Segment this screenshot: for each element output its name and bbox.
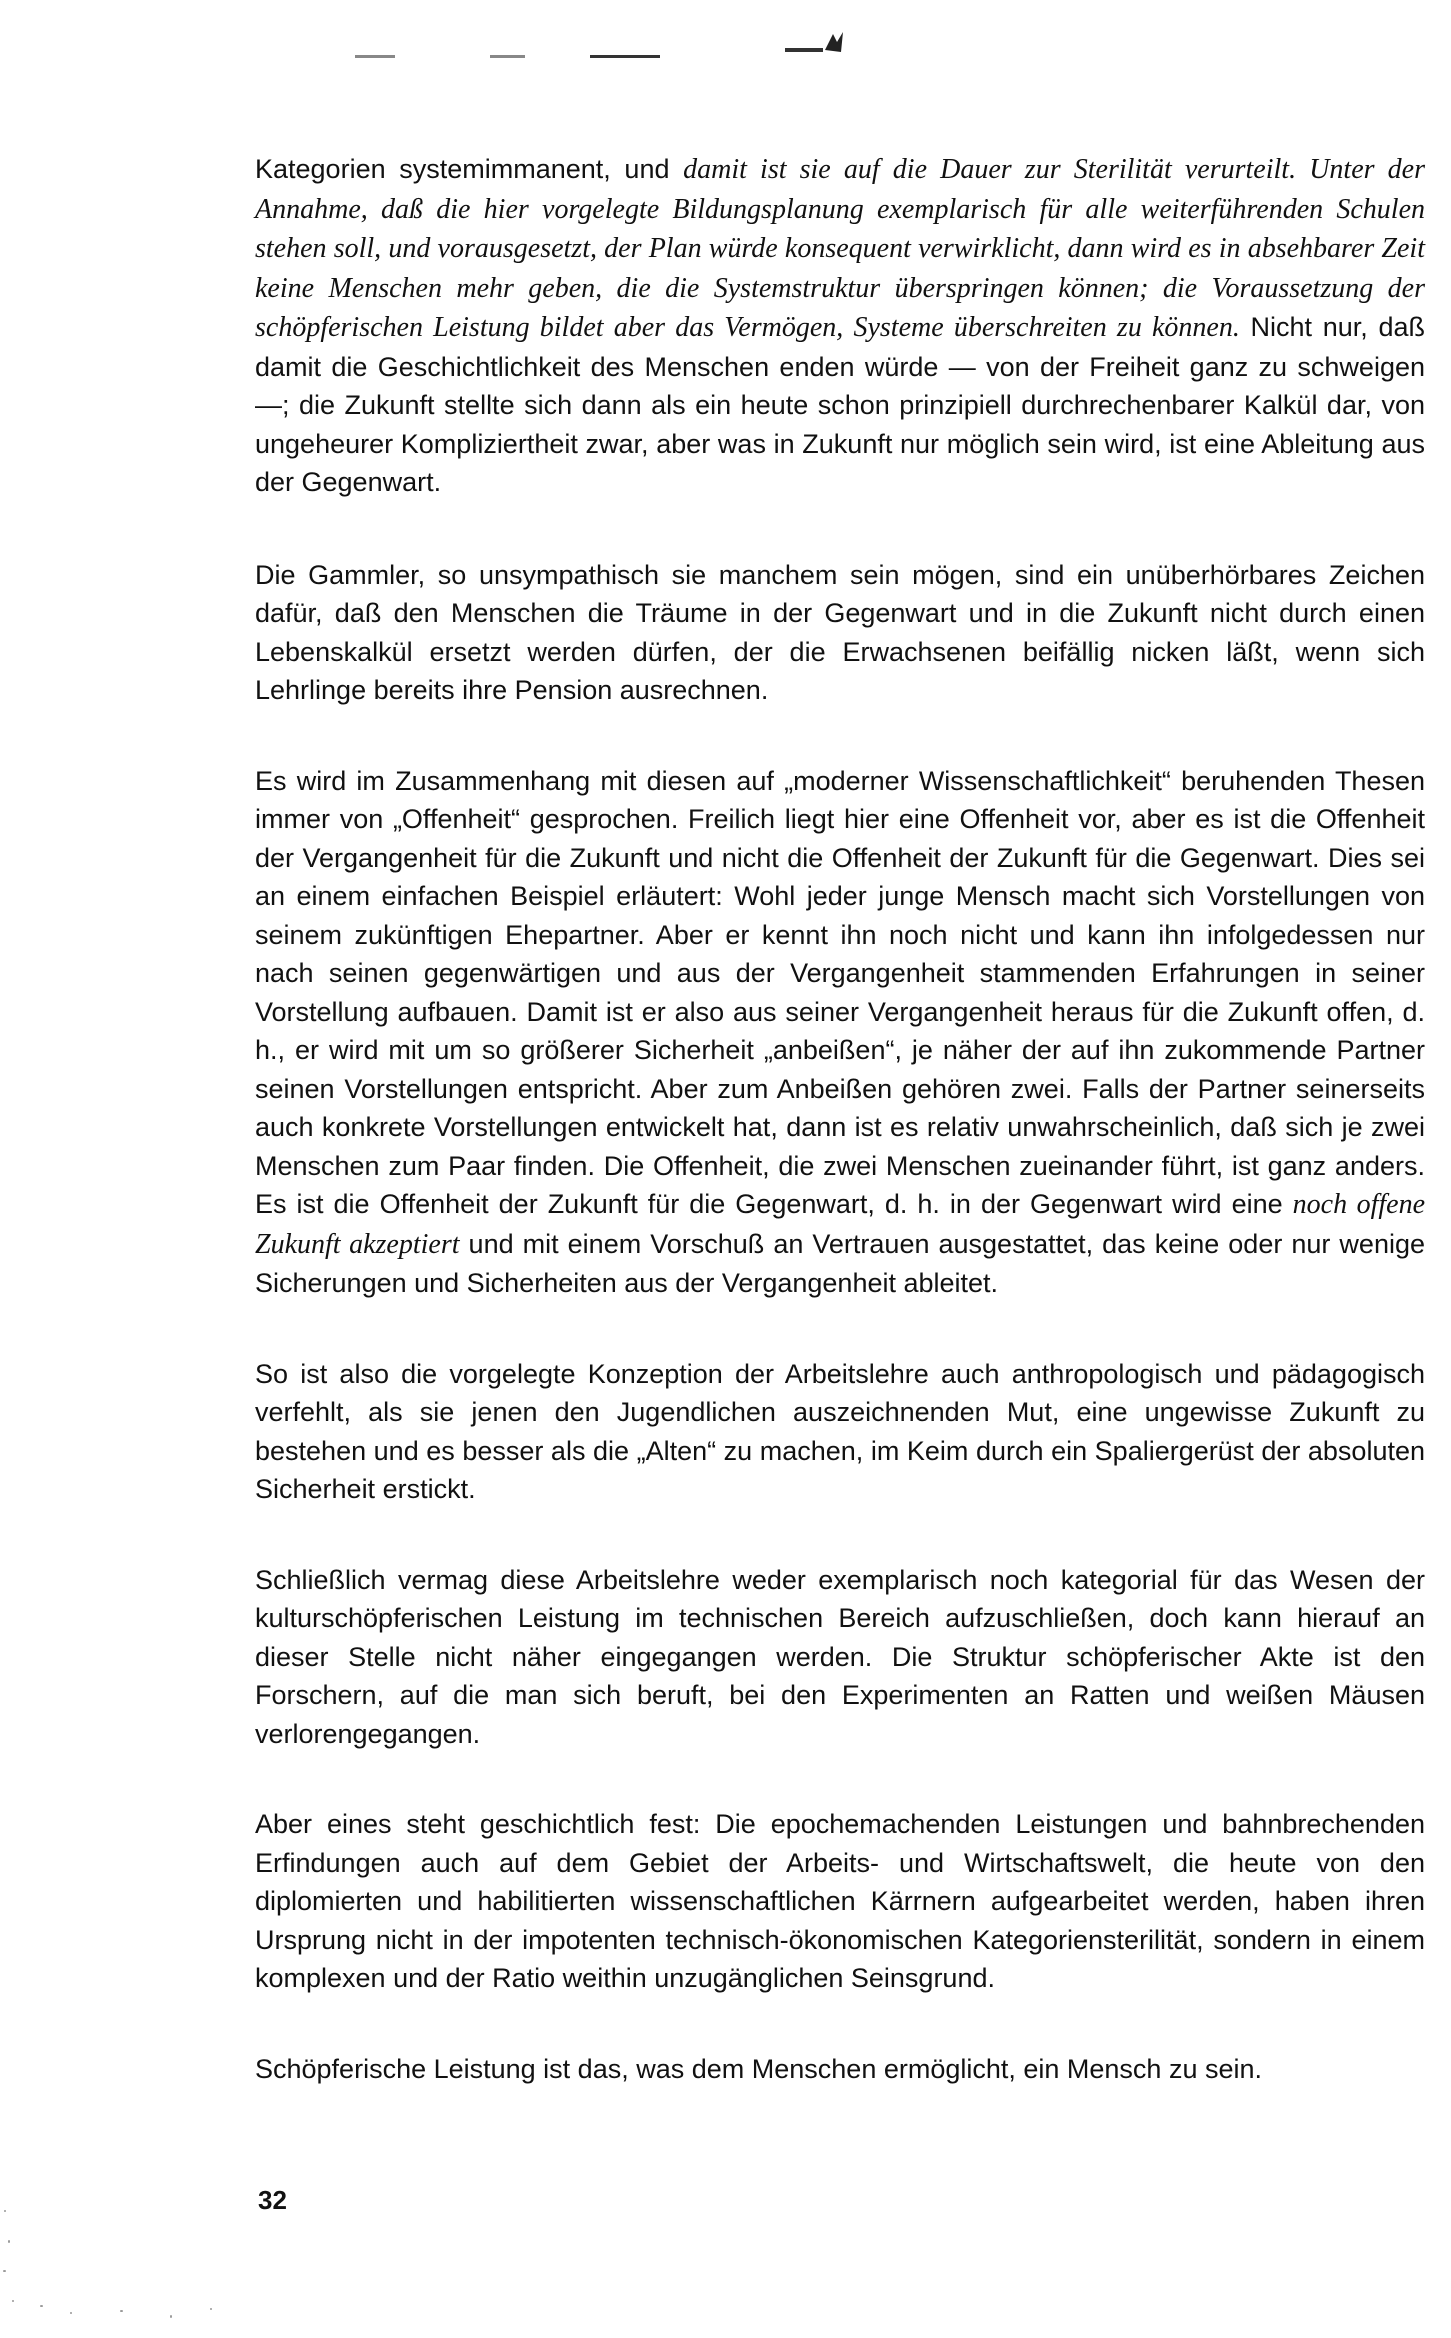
paragraph [255,1805,1425,1998]
paragraph [255,2050,1425,2089]
paragraph [255,1561,1425,1754]
noise-dot [70,2312,72,2314]
paragraph [255,1355,1425,1509]
scan-header-artifacts [0,0,1451,90]
text-run: Kategorien systemimmanent, und [255,154,684,184]
paragraph [255,556,1425,710]
page-number: 32 [258,2185,287,2215]
noise-dot [210,2308,212,2310]
text-run: Schöpferische Leistung ist das, was dem Menschen ermöglicht, ein Mensch zu sein. [255,2053,1263,2084]
noise-dot [8,2240,10,2243]
noise-dot [40,2305,43,2307]
scan-mark [355,55,395,58]
scan-mark [590,55,660,58]
body-text [255,150,1425,2140]
text-run: So ist also die vorgelegte Konzeption der Arbeitslehre auch anthropologisch und pädagogisch verfehlt, als sie jenen den Jugendlichen auszeichnenden Mut, eine ungewisse Zukunft zu bestehen und es besser als die „Alten“ zu machen, im Keim durch ein Spaliergerüst der absoluten Sicherheit erstickt. [255,1358,1425,1504]
scan-edge-noise [0,2200,260,2330]
publisher-mark-icon [785,30,845,54]
text-run: Es wird im Zusammenhang mit diesen auf „moderner Wissenschaftlichkeit“ beruhenden Thesen immer von „Offenheit“ gesprochen. Freilich liegt hier eine Offenheit vor, aber es ist die Offenheit der Vergangenheit für die Zukunft und nicht die Offenheit der Zukunft für die Gegenwart. Dies sei an einem einfachen Beispiel erläutert: Wohl jeder junge Mensch macht sich Vorstellungen von seinem zukünftigen Ehepartner. Aber er kennt ihn noch nicht und kann ihn infolgedessen nur nach seinen gegenwärtigen und aus der Vergangenheit stammenden Erfahrungen in seiner Vorstellung aufbauen. Damit ist er also aus seiner Vergangenheit heraus für die Zukunft offen, d. h., er wird mit um so größerer Sicherheit „anbeißen“, je näher der auf ihn zukommende Partner seinen Vorstellungen entspricht. Aber zum Anbeißen gehören zwei. Falls der Partner seinerseits auch konkrete Vorstellungen entwickelt hat, dann ist es relativ unwahrscheinlich, daß sich je zwei Menschen zum Paar finden. Die Offenheit, die zwei Menschen zueinander führt, ist ganz anders. Es ist die Offenheit der Zukunft für die Gegenwart, d. h. in der Gegenwart wird eine [255,765,1425,1219]
text-run: Schließlich vermag diese Arbeitslehre weder exemplarisch noch kategorial für das Wesen der kulturschöpferischen Leistung im technischen Bereich aufzuschließen, doch kann hierauf an dieser Stelle nicht näher eingegangen werden. Die Struktur schöpferischer Akte ist den Forschern, auf die man sich beruft, bei den Experimenten an Ratten und weißen Mäusen verlorengegangen. [255,1564,1425,1749]
text-run: und mit einem Vorschuß an Vertrauen ausgestattet, das keine oder nur wenige Sicherungen und Sicherheiten aus der Vergangenheit ableitet. [255,1228,1425,1298]
text-run: Nicht nur, daß damit die Geschichtlichkeit des Menschen enden würde — von der Freiheit ganz zu schweigen —; die Zukunft stellte sich dann als ein heute schon prinzipiell durchrechenbarer Kalkül dar, von ungeheurer Kompliziertheit zwar, aber was in Zukunft nur möglich sein wird, ist eine Ableitung aus der Gegenwart. [255,312,1425,497]
noise-dot [4,2210,6,2212]
text-run: Aber eines steht geschichtlich fest: Die epochemachenden Leistungen und bahnbrechenden Erfindungen auch auf dem Gebiet der Arbeits- und Wirtschaftswelt, die heute von den diplomierten und habilitierten wissenschaftlichen Kärrnern aufgearbeitet werden, haben ihren Ursprung nicht in der impotenten technisch-ökonomischen Kategoriensterilität, sondern in einem komplexen und der Ratio weithin unzugänglichen Seinsgrund. [255,1809,1425,1993]
italic-text-run: damit ist sie auf die Dauer zur Sterilität verurteilt. Unter der Annahme, daß die hier vorgelegte Bildungsplanung exemplarisch für alle weiterführenden Schulen stehen soll, und vorausgesetzt, der Plan würde konsequent verwirklicht, dann wird es in absehbarer Zeit keine Menschen mehr geben, die die Systemstruktur überspringen können; die Voraussetzung der schöpferischen Leistung bildet aber das Vermögen, Systeme überschreiten zu können. [255,154,1425,343]
noise-dot [170,2315,172,2318]
paragraph [255,762,1425,1303]
noise-dot [120,2310,123,2312]
scan-mark [490,55,525,58]
italic-text-run: noch offene Zukunft akzeptiert [255,1189,1426,1260]
noise-dot [3,2270,6,2272]
noise-dot [12,2300,14,2302]
text-run: Die Gammler, so unsympathisch sie manchem sein mögen, sind ein unüberhörbares Zeichen dafür, daß den Menschen die Träume in der Gegenwart und in die Zukunft nicht durch einen Lebenskalkül ersetzt werden dürfen, der die Erwachsenen beifällig nicken läßt, wenn sich Lehrlinge bereits ihre Pension ausrechnen. [255,559,1425,705]
paragraph [255,150,1425,502]
